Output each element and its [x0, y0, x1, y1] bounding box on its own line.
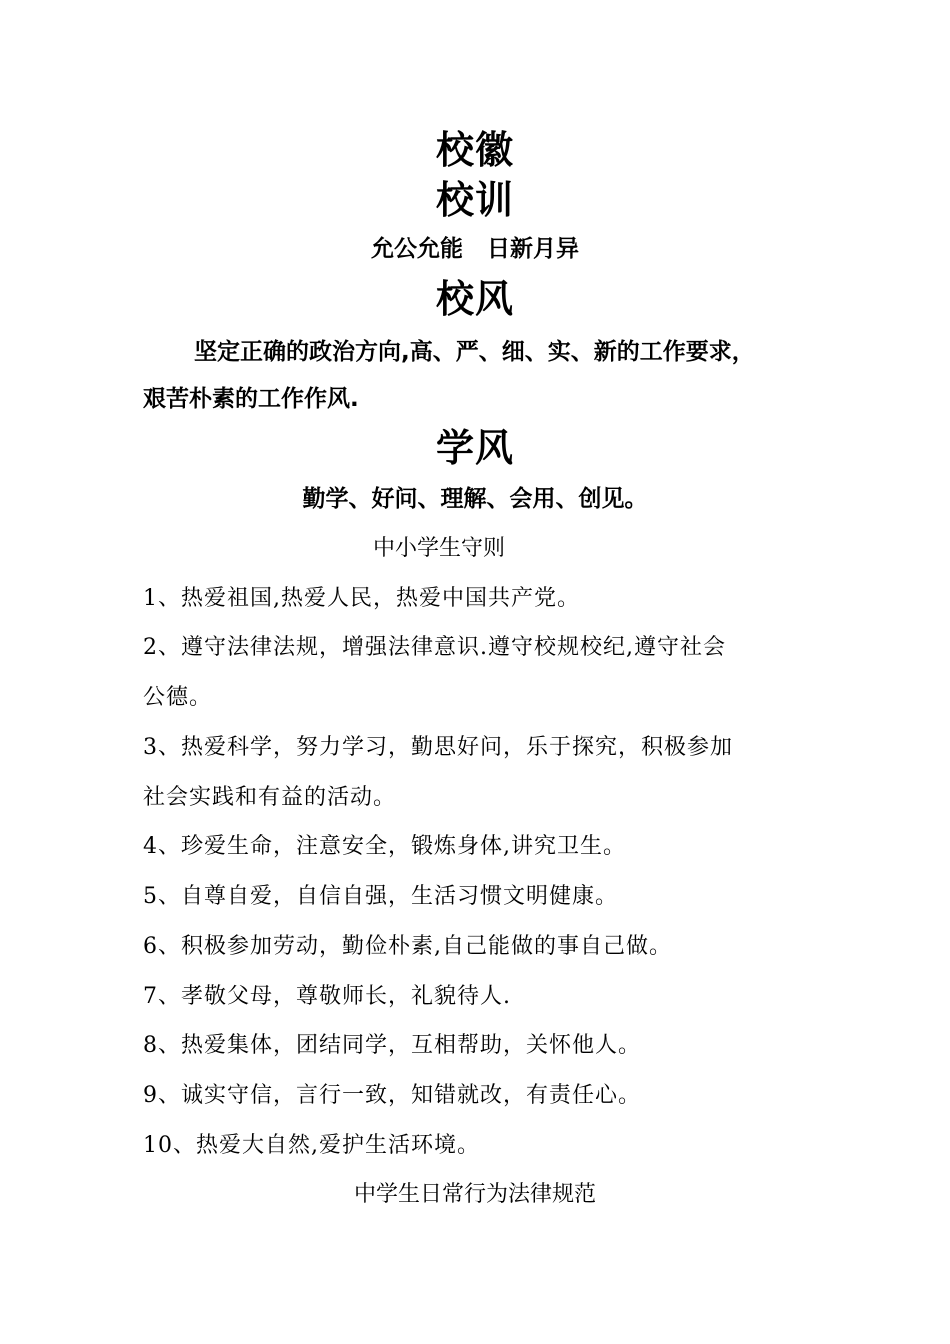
heading-school-motto: 校训: [435, 178, 514, 222]
school-spirit-line-1: 坚定正确的政治方向,高、严、细、实、新的工作要求，: [194, 339, 755, 365]
school-spirit-line-2: 艰苦朴素的工作作风.: [143, 386, 359, 412]
rule-2-line-1: 2、遵守法律法规，增强法律意识.遵守校规校纪,遵守社会: [143, 635, 726, 660]
rule-2-line-2: 公德。: [143, 685, 213, 710]
study-style-text: 勤学、好问、理解、会用、创见。: [302, 486, 648, 512]
heading-school-spirit: 校风: [435, 277, 514, 321]
rule-6: 6、积极参加劳动，勤俭朴素,自己能做的事自己做。: [143, 934, 672, 959]
rule-5: 5、自尊自爱，自信自强，生活习惯文明健康。: [143, 884, 618, 909]
rule-3-line-1: 3、热爱科学，努力学习，勤思好问，乐于探究，积极参加: [143, 735, 733, 760]
rule-10: 10、热爱大自然,爱护生活环境。: [143, 1133, 480, 1158]
heading-study-style: 学风: [435, 426, 514, 470]
rule-1: 1、热爱祖国,热爱人民，热爱中国共产党。: [143, 586, 580, 611]
rule-7: 7、孝敬父母，尊敬师长，礼貌待人.: [143, 984, 511, 1009]
conduct-norms-title: 中学生日常行为法律规范: [353, 1182, 596, 1207]
rule-3-line-2: 社会实践和有益的活动。: [143, 785, 397, 810]
rule-9: 9、诚实守信，言行一致，知错就改，有责任心。: [143, 1083, 641, 1108]
school-motto-text: 允公允能 日新月异: [370, 236, 580, 262]
heading-school-badge: 校徽: [435, 128, 514, 172]
rule-4: 4、珍爱生命，注意安全，锻炼身体,讲究卫生。: [143, 834, 626, 859]
student-code-title: 中小学生守则: [372, 536, 505, 561]
rule-8: 8、热爱集体，团结同学，互相帮助，关怀他人。: [143, 1033, 641, 1058]
